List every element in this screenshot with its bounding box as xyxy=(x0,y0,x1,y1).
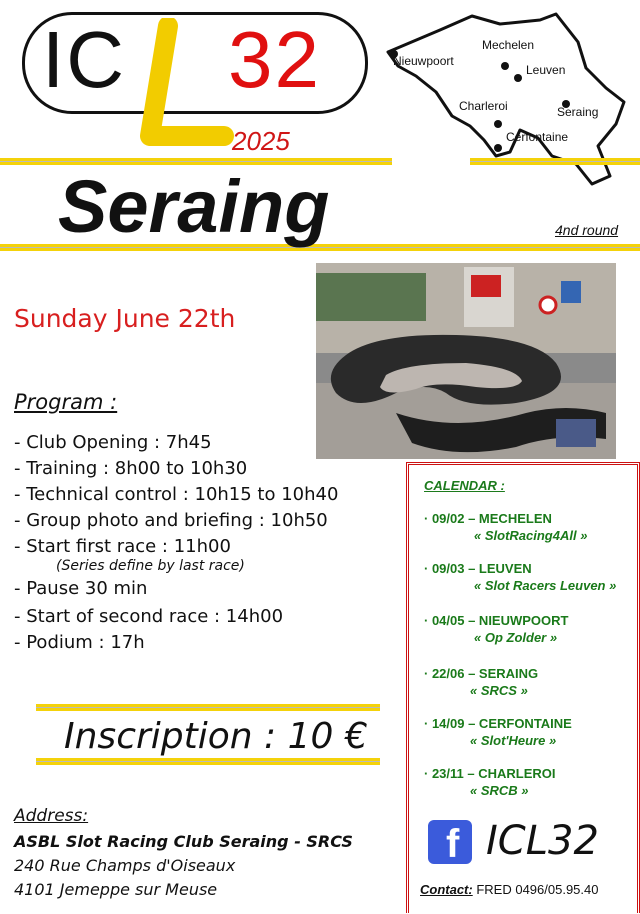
program-note: (Series define by last race) xyxy=(56,558,245,574)
calendar-club: « SlotRacing4All » xyxy=(474,528,588,543)
program-item: - Pause 30 min xyxy=(14,578,148,599)
program-item: - Club Opening : 7h45 xyxy=(14,432,212,453)
logo-ic-text: IC xyxy=(42,15,126,104)
track-photo xyxy=(316,263,616,459)
contact-label: Contact: xyxy=(420,882,473,897)
icl32-logo xyxy=(22,8,370,156)
address-street: 240 Rue Champs d'Oiseaux xyxy=(14,856,236,875)
contact-line xyxy=(420,882,598,897)
calendar-entry: · 09/02 – MECHELEN xyxy=(424,511,552,526)
map-label-leuven: Leuven xyxy=(526,63,566,77)
event-date: Sunday June 22th xyxy=(14,304,236,333)
address-club: ASBL Slot Racing Club Seraing - SRCS xyxy=(14,832,353,851)
calendar-club: « Op Zolder » xyxy=(474,630,558,645)
program-item: - Podium : 17h xyxy=(14,632,145,653)
calendar-club: « Slot'Heure » xyxy=(470,733,557,748)
program-item: - Technical control : 10h15 to 10h40 xyxy=(14,484,339,505)
inscription-stripe-top xyxy=(36,704,380,711)
facebook-page-name[interactable]: ICL32 xyxy=(486,818,599,864)
program-item: - Group photo and briefing : 10h50 xyxy=(14,510,328,531)
map-label-mechelen: Mechelen xyxy=(482,38,535,52)
inscription-fee: Inscription : 10 € xyxy=(64,716,368,757)
calendar-entry: · 14/09 – CERFONTAINE xyxy=(424,716,572,731)
map-label-nieuwpoort: Nieuwpoort xyxy=(393,54,454,68)
map-label-seraing: Seraing xyxy=(557,105,599,119)
calendar-club: « Slot Racers Leuven » xyxy=(474,578,617,593)
program-item: - Start first race : 11h00 xyxy=(14,536,231,557)
program-item: - Start of second race : 14h00 xyxy=(14,606,284,627)
program-item: - Training : 8h00 to 10h30 xyxy=(14,458,248,479)
logo-32-text: 32 xyxy=(228,15,321,104)
logo-year: 2025 xyxy=(232,126,290,156)
contact-value: FRED 0496/05.95.40 xyxy=(476,882,599,897)
calendar-title: CALENDAR : xyxy=(424,478,505,493)
calendar-entry: · 04/05 – NIEUWPOORT xyxy=(424,613,569,628)
calendar-entry: · 23/11 – CHARLEROI xyxy=(424,766,556,781)
calendar-club: « SRCS » xyxy=(470,683,528,698)
calendar-entry: · 22/06 – SERAING xyxy=(424,666,539,681)
event-city-title: Seraing xyxy=(58,165,330,248)
inscription-stripe-bottom xyxy=(36,758,380,765)
address-city: 4101 Jemeppe sur Meuse xyxy=(14,880,218,899)
round-label: 4nd round xyxy=(555,222,619,238)
calendar-entry: · 09/03 – LEUVEN xyxy=(424,561,532,576)
program-title: Program : xyxy=(14,390,118,414)
map-label-cerfontaine: Cerfontaine xyxy=(506,130,569,144)
facebook-letter: f xyxy=(446,822,460,866)
calendar-club: « SRCB » xyxy=(470,783,529,798)
address-title: Address: xyxy=(14,806,89,826)
top-stripe-right xyxy=(470,158,640,165)
map-label-charleroi: Charleroi xyxy=(459,99,508,113)
